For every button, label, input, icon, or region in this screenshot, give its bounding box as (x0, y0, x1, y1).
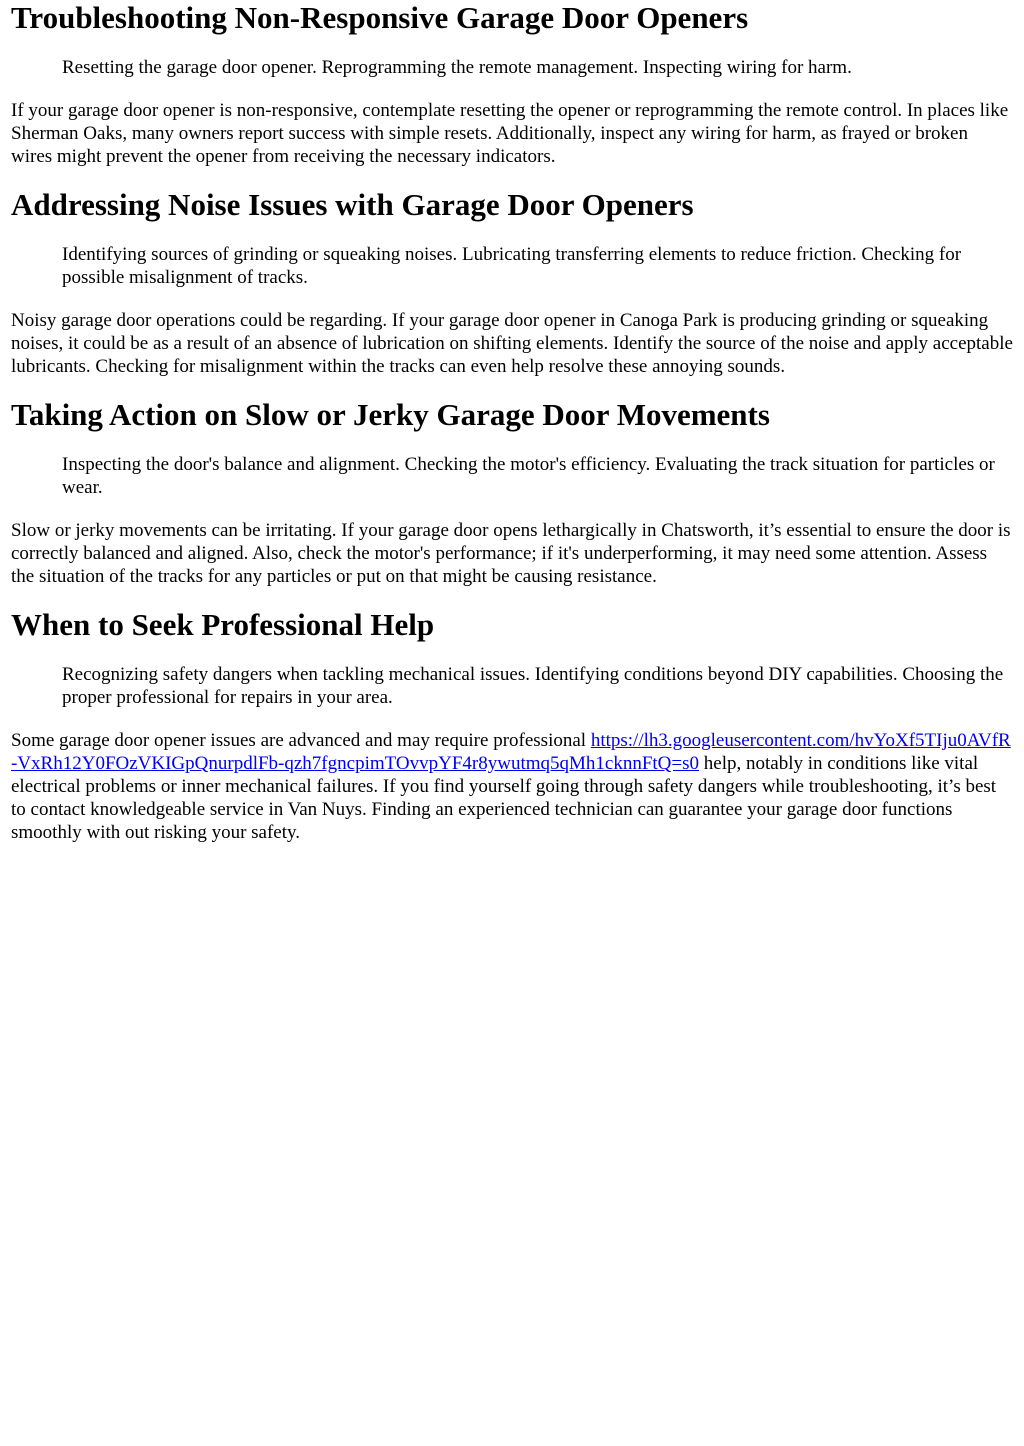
section-non-responsive (11, 0, 1013, 168)
heading-professional-help: When to Seek Professional Help (11, 607, 435, 642)
summary-professional-help: Recognizing safety dangers when tackling mechanical issues. Identifying conditions beyond DIY capabilities. Choosing the proper professional for repairs in your area. (62, 664, 1004, 708)
section-noise-issues (11, 187, 1013, 378)
summary-noise-issues: Identifying sources of grinding or squeaking noises. Lubricating transferring elements to reduce friction. Checking for possible misalignment of tracks. (62, 244, 962, 288)
paragraph-text-before-link: Some garage door opener issues are advanced and may require professional (11, 730, 591, 751)
paragraph-non-responsive: If your garage door opener is non-responsive, contemplate resetting the opener or reprogramming the remote control. In places like Sherman Oaks, many owners report success with simple resets. Additionally, inspect any wiring for harm, as frayed or broken wires might prevent the opener from receiving the necessary indicators. (11, 100, 1009, 167)
paragraph-text-after-link: help, notably in conditions like vital electrical problems or inner mechanical failures. If you find yourself going through safety dangers while troubleshooting, it’s best to contact knowledgeable service in Van Nuys. Finding an experienced technician can guarantee your garage door functions smoothly with out risking your safety. (11, 753, 997, 843)
paragraph-slow-jerky: Slow or jerky movements can be irritating. If your garage door opens lethargically in Chatsworth, it’s essential to ensure the door is correctly balanced and aligned. Also, check the motor's performance; if it's underperforming, it may need some attention. Assess the situation of the tracks for any particles or put on that might be causing resistance. (11, 520, 1011, 587)
paragraph-noise-issues: Noisy garage door operations could be regarding. If your garage door opener in Canoga Park is producing grinding or squeaking noises, it could be as a result of an absence of lubrication on shifting elements. Identify the source of the noise and apply acceptable lubricants. Checking for misalignment within the tracks can even help resolve these annoying sounds. (11, 310, 1013, 377)
heading-slow-jerky: Taking Action on Slow or Jerky Garage Door Movements (11, 397, 770, 432)
section-professional-help (11, 607, 1013, 844)
image-url-link[interactable]: https://lh3.googleusercontent.com/hvYoXf5TIju0AVfR-VxRh12Y0FOzVKIGpQnurpdlFb-qzh7fgncpimTOvvpYF4r8ywutmq5qMh1cknnFtQ=s0 (11, 730, 1011, 774)
heading-non-responsive: Troubleshooting Non-Responsive Garage Door Openers (11, 0, 749, 35)
paragraph-professional-help (11, 729, 1013, 844)
heading-noise-issues: Addressing Noise Issues with Garage Door Openers (11, 187, 694, 222)
summary-slow-jerky: Inspecting the door's balance and alignment. Checking the motor's efficiency. Evaluating the track situation for particles or wear. (62, 454, 995, 498)
section-slow-jerky (11, 397, 1013, 588)
summary-non-responsive: Resetting the garage door opener. Reprogramming the remote management. Inspecting wiring for harm. (62, 57, 852, 78)
